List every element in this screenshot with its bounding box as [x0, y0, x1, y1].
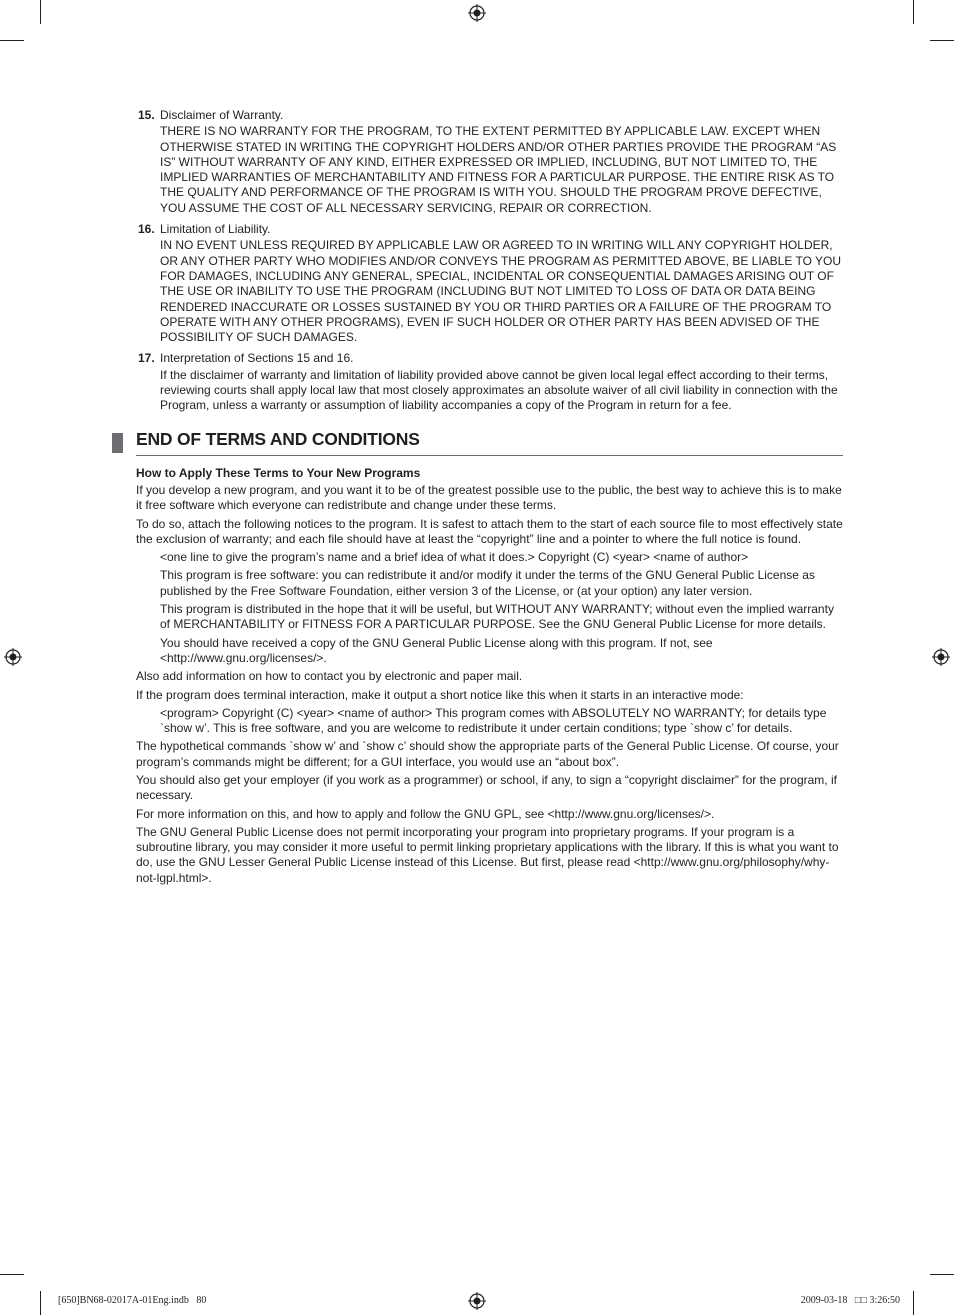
section-16 — [136, 222, 843, 345]
indented-notice: You should have received a copy of the GNU General Public License along with this program. If not, see <http://www.gnu.org/licenses/>. — [160, 635, 713, 665]
page-heading: END OF TERMS AND CONDITIONS — [136, 428, 420, 449]
section-body: THERE IS NO WARRANTY FOR THE PROGRAM, TO THE EXTENT PERMITTED BY APPLICABLE LAW. EXCEPT WHEN OTHERWISE STATED IN WRITING THE COPYRIGHT HOLDERS AND/OR OTHER PARTIES PROVIDE THE PROGRAM “AS IS” WITHOUT WARRANTY OF ANY KIND, EITHER EXPRESSED OR IMPLIED, INCLUDING, BUT NOT LIMITED TO, THE IMPLIED WARRANTIES OF MERCHANTABILITY AND FITNESS FOR A PARTICULAR PURPOSE. THE ENTIRE RISK AS TO THE QUALITY AND PERFORMANCE OF THE PROGRAM IS WITH YOU. SHOULD THE PROGRAM PROVE DEFECTIVE, YOU ASSUME THE COST OF ALL NECESSARY SERVICING, REPAIR OR CORRECTION. — [160, 124, 837, 215]
indented-notice: This program is distributed in the hope that it will be useful, but WITHOUT ANY WARRANTY; without even the implied warranty of MERCHANTABILITY or FITNESS FOR A PARTICULAR PURPOSE. See the GNU General Public License for more details. — [160, 602, 834, 632]
paragraph: If you develop a new program, and you want it to be of the greatest possible use to the public, the best way to achieve this is to make it free software which everyone can redistribute and change under these terms. — [136, 482, 842, 513]
paragraph: The GNU General Public License does not permit incorporating your program into proprietary programs. If your program is a subroutine library, you may consider it more useful to permit linking proprietary applications with the library. If this is what you want to do, use the GNU Lesser General Public License instead of this License. But first, please read <http://www.gnu.org/philosophy/why-not-lgpl.html>. — [136, 824, 839, 885]
crop-mark — [930, 40, 954, 41]
paragraph: You should also get your employer (if you work as a programmer) or school, if any, to sign a “copyright disclaimer” for the program, if necessary. — [136, 772, 837, 803]
crop-mark — [913, 0, 914, 24]
registration-mark-icon — [468, 4, 486, 22]
paragraph: The hypothetical commands `show w’ and `show c’ should show the appropriate parts of the General Public License. Of course, your program’s commands might be different; for a GUI interface, you would use an “about box”. — [136, 739, 839, 769]
section-body: IN NO EVENT UNLESS REQUIRED BY APPLICABLE LAW OR AGREED TO IN WRITING WILL ANY COPYRIGHT HOLDER, OR ANY OTHER PARTY WHO MODIFIES AND/OR CONVEYS THE PROGRAM AS PERMITTED ABOVE, BE LIABLE TO YOU FOR DAMAGES, INCLUDING ANY GENERAL, SPECIAL, INCIDENTAL OR CONSEQUENTIAL DAMAGES ARISING OUT OF THE USE OR INABILITY TO USE THE PROGRAM (INCLUDING BUT NOT LIMITED TO LOSS OF DATA OR DATA BEING RENDERED INACCURATE OR LOSSES SUSTAINED BY YOU OR THIRD PARTIES OR A FAILURE OF THE PROGRAM TO OPERATE WITH ANY OTHER PROGRAMS), EVEN IF SUCH HOLDER OR OTHER PARTY HAS BEEN ADVISED OF THE POSSIBILITY OF SUCH DAMAGES. — [160, 238, 842, 345]
crop-mark — [0, 40, 24, 41]
paragraph: Also add information on how to contact you by electronic and paper mail. — [136, 669, 523, 684]
section-title: Limitation of Liability. — [160, 222, 271, 237]
paragraph: To do so, attach the following notices to the program. It is safest to attach them to the start of each source file to most effectively state the exclusion of warranty; and each file should have at least the “copyright” line and a pointer to where the full notice is found. — [136, 516, 843, 546]
registration-mark-icon — [468, 1292, 486, 1310]
paragraph: For more information on this, and how to apply and follow the GNU GPL, see <http://www.gnu.org/licenses/>. — [136, 806, 715, 821]
crop-mark — [0, 1274, 24, 1275]
indented-notice: <program> Copyright (C) <year> <name of author> This program comes with ABSOLUTELY NO WARRANTY; for details type `show w’. This is free software, and you are welcome to redistribute it under certain conditions; type `show c’ for details. — [160, 705, 827, 736]
section-15 — [136, 108, 843, 216]
indented-notice: <one line to give the program’s name and a brief idea of what it does.> Copyright (C) <year> <name of author> — [160, 550, 749, 565]
footer-file-info: [650]BN68-02017A-01Eng.indb 80 — [58, 1295, 207, 1306]
crop-mark — [40, 0, 41, 24]
section-heading — [136, 428, 843, 456]
crop-mark — [930, 1274, 954, 1275]
paragraph: If the program does terminal interaction, make it output a short notice like this when it starts in an interactive mode: — [136, 687, 744, 702]
section-number: 16. — [138, 222, 155, 237]
registration-mark-icon — [4, 648, 22, 666]
indented-notice: This program is free software: you can redistribute it and/or modify it under the terms of the GNU General Public License as published by the Free Software Foundation, either version 3 of the License, or (at your option) any later version. — [160, 568, 815, 598]
crop-mark — [40, 1291, 41, 1315]
heading-accent-bar — [112, 433, 123, 453]
section-body: If the disclaimer of warranty and limitation of liability provided above cannot be given local legal effect according to their terms, reviewing courts shall apply local law that most closely approximates an absolute waiver of all civil liability in connection with the Program, unless a warranty or assumption of liability accompanies a copy of the Program in return for a fee. — [160, 367, 838, 413]
footer-timestamp: 2009-03-18 □□ 3:26:50 — [800, 1295, 900, 1306]
page-content — [136, 108, 843, 889]
section-17 — [136, 351, 843, 413]
section-title: Disclaimer of Warranty. — [160, 108, 284, 122]
crop-mark — [913, 1291, 914, 1315]
subheading: How to Apply These Terms to Your New Programs — [136, 465, 421, 480]
section-number: 17. — [138, 351, 155, 366]
registration-mark-icon — [932, 648, 950, 666]
section-number: 15. — [138, 108, 155, 122]
section-title: Interpretation of Sections 15 and 16. — [160, 351, 354, 366]
